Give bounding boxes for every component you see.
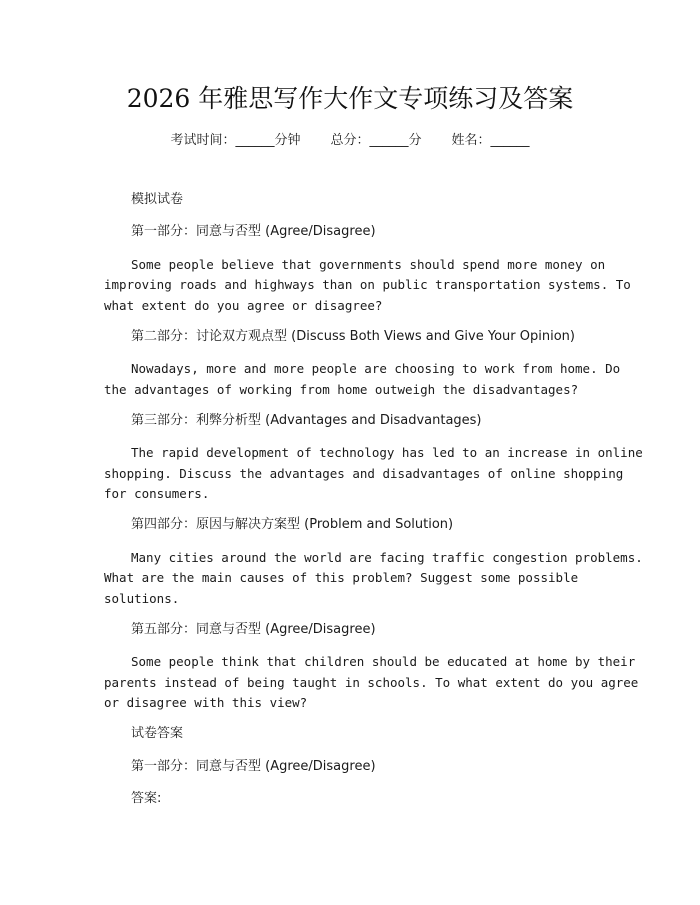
section-2-question-line: the advantages of working from home outweigh the disadvantages? bbox=[104, 382, 579, 397]
section-4-question-line: Many cities around the world are facing traffic congestion problems. bbox=[131, 550, 643, 565]
section-3-question-line: for consumers. bbox=[104, 486, 210, 501]
document-title: 2026 年雅思写作大作文专项练习及答案 bbox=[126, 84, 574, 113]
section-2-heading: 第二部分：讨论双方观点型 (Discuss Both Views and Give Your Opinion) bbox=[131, 329, 575, 344]
section-5-question-line: Some people think that children should be educated at home by their bbox=[131, 654, 636, 669]
section-2-question-line: Nowadays, more and more people are choosing to work from home. Do bbox=[131, 361, 621, 376]
total-score-field: 总分：______分 bbox=[330, 133, 422, 148]
section-4-question-line: What are the main causes of this problem? Suggest some possible bbox=[104, 570, 579, 585]
exam-meta-row bbox=[0, 131, 700, 151]
answer-label: 答案: bbox=[131, 791, 162, 806]
exam-time-field: 考试时间：______分钟 bbox=[170, 133, 301, 148]
section-3-question-line: shopping. Discuss the advantages and disadvantages of online shopping bbox=[104, 466, 624, 481]
section-5-heading: 第五部分：同意与否型 (Agree/Disagree) bbox=[131, 622, 376, 637]
student-name-field: 姓名：______ bbox=[451, 133, 530, 148]
section-1-question-line: what extent do you agree or disagree? bbox=[104, 298, 383, 313]
exam-heading: 模拟试卷 bbox=[131, 192, 184, 207]
section-3-heading: 第三部分：利弊分析型 (Advantages and Disadvantages) bbox=[131, 413, 482, 428]
answer-section-1-heading: 第一部分：同意与否型 (Agree/Disagree) bbox=[131, 759, 376, 774]
section-1-heading: 第一部分：同意与否型 (Agree/Disagree) bbox=[131, 224, 376, 239]
section-3-question-line: The rapid development of technology has led to an increase in online bbox=[131, 445, 643, 460]
section-4-question-line: solutions. bbox=[104, 591, 180, 606]
answers-heading: 试卷答案 bbox=[131, 726, 184, 741]
section-1-question-line: improving roads and highways than on public transportation systems. To bbox=[104, 277, 631, 292]
section-5-question-line: parents instead of being taught in schools. To what extent do you agree bbox=[104, 675, 639, 690]
section-5-question-line: or disagree with this view? bbox=[104, 695, 308, 710]
section-1-question-line: Some people believe that governments should spend more money on bbox=[131, 257, 606, 272]
section-4-heading: 第四部分：原因与解决方案型 (Problem and Solution) bbox=[131, 517, 454, 532]
